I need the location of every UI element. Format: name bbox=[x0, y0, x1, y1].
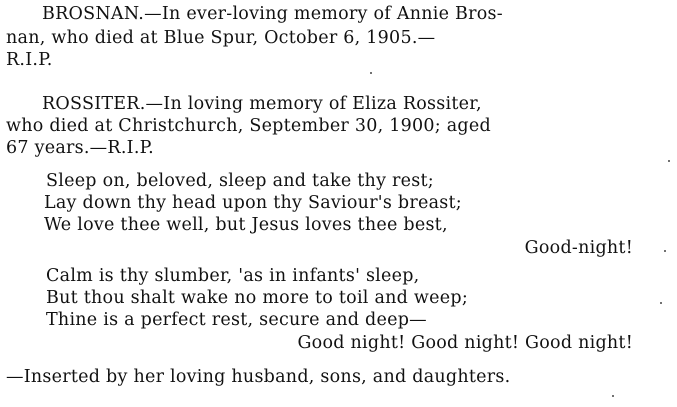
scan-speck bbox=[664, 250, 666, 252]
poem-line: But thou shalt wake no more to toil and weep; bbox=[46, 288, 468, 308]
scan-speck bbox=[370, 72, 372, 74]
poem-refrain: Good night! Good night! Good night! bbox=[297, 333, 633, 353]
rossiter-notice-line-2: who died at Christchurch, September 30, 1900; aged bbox=[6, 116, 491, 136]
poem-line: Thine is a perfect rest, secure and deep— bbox=[46, 310, 427, 330]
poem-line: Lay down thy head upon thy Saviour's breast; bbox=[44, 193, 462, 213]
poem-line: Sleep on, beloved, sleep and take thy rest; bbox=[46, 171, 434, 191]
brosnan-notice-line-1: BROSNAN.—In ever-loving memory of Annie Bros- bbox=[42, 4, 503, 24]
brosnan-notice-line-3: R.I.P. bbox=[6, 50, 53, 70]
rossiter-notice-line-1: ROSSITER.—In loving memory of Eliza Rossiter, bbox=[42, 94, 482, 114]
footer-text: —Inserted by her loving husband, sons, and daughters. bbox=[6, 367, 511, 387]
scan-speck bbox=[612, 395, 614, 397]
rossiter-notice-line-3: 67 years.—R.I.P. bbox=[6, 138, 154, 158]
poem-line: We love thee well, but Jesus loves thee best, bbox=[44, 215, 448, 235]
scan-speck bbox=[668, 160, 670, 162]
poem-line: Calm is thy slumber, 'as in infants' sleep, bbox=[46, 266, 420, 286]
poem-refrain: Good-night! bbox=[524, 238, 633, 258]
scan-speck bbox=[660, 302, 662, 304]
brosnan-notice-line-2: nan, who died at Blue Spur, October 6, 1905.— bbox=[6, 28, 436, 48]
